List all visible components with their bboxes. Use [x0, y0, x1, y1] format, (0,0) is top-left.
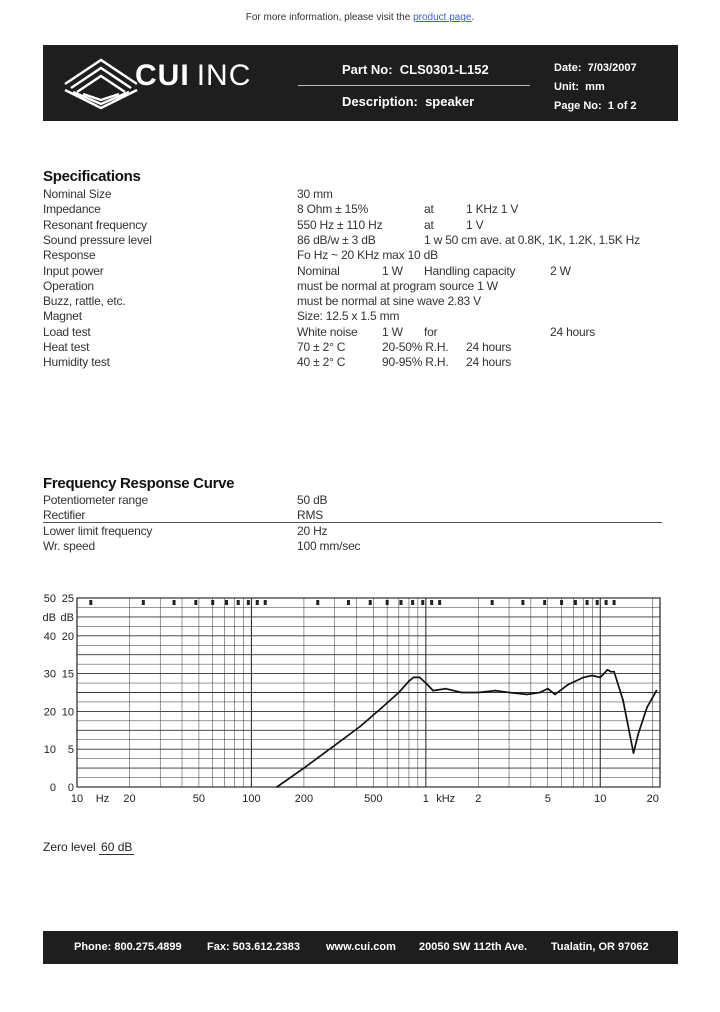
chart-marker: [521, 600, 524, 605]
spec-name: Operation: [43, 278, 94, 293]
chart-marker: [605, 600, 608, 605]
info-note-prefix: For more information, please visit the: [245, 12, 414, 23]
x-tick-label: 10: [594, 793, 607, 805]
response-curve-point: [445, 688, 447, 690]
chart-marker: [586, 600, 589, 605]
spec-value: at: [424, 202, 434, 217]
spec-value: 24 hours: [550, 324, 596, 339]
chart-marker: [574, 600, 577, 605]
frequency-response-chart: [40, 588, 680, 810]
response-curve-point: [646, 707, 648, 709]
chart-marker: [211, 600, 214, 605]
zero-level-value: 60 dB: [101, 840, 133, 854]
y-tick-label: 0: [49, 782, 56, 794]
response-curve-point: [432, 690, 434, 692]
logo-light-text: INC: [196, 59, 252, 92]
response-curve-point: [303, 767, 305, 769]
parameter-value: 20 Hz: [297, 523, 328, 538]
part-number: [342, 62, 489, 77]
spec-name: Resonant frequency: [43, 217, 147, 232]
response-curve-point: [613, 671, 615, 673]
x-tick-label: 50: [192, 793, 206, 805]
response-curve-point: [554, 694, 556, 696]
spec-value: White noise: [297, 324, 358, 339]
spec-value: 1 V: [466, 217, 484, 232]
header-divider: [298, 85, 530, 86]
footer-city: Tualatin, OR 97062: [551, 941, 649, 953]
spec-value: 1 w 50 cm ave. at 0.8K, 1K, 1.2K, 1.5K Hz: [424, 232, 640, 247]
spec-name: Nominal Size: [43, 187, 112, 201]
chart-marker: [142, 600, 145, 605]
date-line: [554, 59, 637, 78]
response-curve-point: [334, 745, 336, 747]
response-curve-point: [461, 692, 463, 694]
spec-value: Nominal: [297, 263, 340, 278]
chart-marker: [173, 600, 176, 605]
chart-marker: [596, 600, 599, 605]
chart-marker: [411, 600, 414, 605]
spec-value: 30 mm: [297, 187, 333, 201]
spec-name: Input power: [43, 263, 104, 278]
response-curve-point: [633, 752, 635, 754]
spec-value: 86 dB/w ± 3 dB: [297, 232, 376, 247]
response-curve-point: [413, 677, 415, 679]
x-tick-label: 20: [646, 793, 659, 805]
response-curve-point: [607, 669, 609, 671]
description: [342, 94, 474, 109]
response-curve-point: [276, 786, 278, 788]
spec-name: Load test: [43, 324, 91, 339]
date-label: Date:: [554, 62, 582, 74]
spec-value: 70 ± 2° C: [297, 340, 346, 354]
unit-label: Unit:: [554, 81, 580, 93]
response-curve-point: [610, 671, 612, 673]
document-header: [43, 45, 678, 121]
chart-marker: [421, 600, 424, 605]
spec-value: 24 hours: [466, 340, 512, 354]
part-number-label: Part No:: [342, 62, 393, 77]
company-logo-text: [135, 59, 251, 93]
spec-value: Handling capacity: [424, 263, 516, 278]
response-curve-point: [359, 726, 361, 728]
response-curve-point: [656, 690, 658, 692]
spec-name: Heat test: [43, 340, 90, 354]
response-curve-point: [539, 692, 541, 694]
spec-value: must be normal at sine wave 2.83 V: [297, 294, 481, 309]
chart-marker: [491, 600, 494, 605]
x-tick-label: 10: [70, 793, 84, 805]
x-tick-label: kHz: [436, 793, 456, 805]
chart-marker: [194, 600, 197, 605]
y-tick-label: 30: [43, 668, 56, 681]
description-value: speaker: [425, 94, 475, 109]
chart-marker: [613, 600, 616, 605]
response-curve-point: [622, 699, 624, 701]
spec-value: 40 ± 2° C: [297, 355, 346, 370]
date-value: 7/03/2007: [587, 62, 637, 74]
spec-name: Sound pressure level: [43, 232, 152, 247]
spec-value: Size: 12.5 x 1.5 mm: [297, 309, 400, 324]
response-curve-point: [567, 684, 569, 686]
page-label: Page No:: [554, 100, 602, 112]
chart-marker: [430, 600, 433, 605]
x-tick-label: Hz: [95, 793, 110, 805]
response-curve-point: [583, 677, 585, 679]
spec-value: 550 Hz ± 110 Hz: [297, 217, 383, 232]
y-tick-label: 50: [43, 593, 56, 605]
product-page-link[interactable]: product page: [413, 12, 472, 23]
response-curve-point: [591, 675, 593, 677]
part-number-value: CLS0301-L152: [399, 62, 489, 77]
chart-marker: [316, 600, 319, 605]
y-tick-label: 20: [43, 706, 56, 719]
logo-bold-text: CUI: [135, 59, 190, 92]
chart-marker: [438, 600, 441, 605]
spec-value: 20-50% R.H.: [382, 340, 449, 354]
footer-phone: Phone: 800.275.4899: [74, 941, 182, 953]
spec-value: 8 Ohm ± 15%: [297, 202, 369, 217]
spec-value: 1 KHz 1 V: [466, 202, 519, 217]
spec-name: Magnet: [43, 309, 82, 324]
footer-address: 20050 SW 112th Ave.: [419, 941, 528, 953]
x-tick-label: 1: [422, 793, 429, 805]
x-tick-label: 20: [123, 793, 136, 805]
y-unit-label: dB: [42, 611, 56, 624]
x-tick-label: 5: [544, 793, 551, 805]
y-unit-label-inner: dB: [60, 611, 74, 624]
y-tick-label-inner: 10: [61, 706, 74, 719]
y-tick-label-inner: 0: [67, 782, 74, 794]
parameter-value: 50 dB: [297, 493, 328, 507]
chart-marker: [225, 600, 228, 605]
x-tick-label: 100: [242, 793, 261, 805]
header-meta: [554, 59, 637, 116]
info-note: [0, 12, 720, 23]
zero-level: [43, 840, 134, 854]
page-value: 1 of 2: [607, 100, 637, 112]
y-tick-label: 40: [43, 630, 56, 643]
footer-website: www.cui.com: [326, 941, 396, 953]
spec-value: Fo Hz ~ 20 KHz max 10 dB: [297, 248, 438, 263]
parameter-name: Rectifier: [43, 508, 86, 523]
response-curve-point: [419, 677, 421, 679]
chart-marker: [560, 600, 563, 605]
response-curve-point: [408, 680, 410, 682]
x-tick-label: 500: [364, 793, 383, 805]
y-tick-label-inner: 5: [67, 744, 74, 757]
page-line: [554, 97, 637, 116]
response-curve-point: [494, 690, 496, 692]
chart-marker: [386, 600, 389, 605]
parameter-value: 100 mm/sec: [297, 538, 361, 553]
response-curve-point: [547, 688, 549, 690]
spec-name: Impedance: [43, 202, 101, 217]
chart-marker: [543, 600, 546, 605]
spec-value: 2 W: [550, 263, 571, 278]
parameter-value: RMS: [297, 508, 324, 523]
spec-name: Response: [43, 248, 96, 263]
x-tick-label: 2: [475, 793, 482, 805]
parameter-name: Potentiometer range: [43, 493, 148, 507]
response-curve-line: [277, 670, 657, 787]
unit-value: mm: [585, 81, 605, 93]
chart-marker: [247, 600, 250, 605]
spec-value: 1 W: [382, 263, 403, 278]
spec-value: 1 W: [382, 324, 403, 339]
spec-name: Buzz, rattle, etc.: [43, 294, 126, 309]
chart-marker: [369, 600, 372, 605]
spec-value: 90-95% R.H.: [382, 355, 449, 370]
response-curve-point: [508, 692, 510, 694]
spec-value: must be normal at program source 1 W: [297, 278, 498, 293]
response-curve-point: [381, 707, 383, 709]
unit-line: [554, 78, 637, 97]
y-tick-label-inner: 20: [61, 630, 74, 643]
chart-marker: [399, 600, 402, 605]
parameter-name: Wr. speed: [43, 538, 96, 553]
spec-name: Humidity test: [43, 355, 110, 370]
zero-level-label: Zero level: [43, 840, 96, 854]
response-curve-point: [478, 692, 480, 694]
chart-marker: [237, 600, 240, 605]
y-tick-label: 10: [43, 744, 56, 757]
response-curve-point: [398, 692, 400, 694]
specifications-title: Specifications: [43, 168, 141, 185]
spec-value: at: [424, 217, 434, 232]
response-curve-point: [599, 677, 601, 679]
y-tick-label-inner: 15: [61, 668, 74, 681]
chart-marker: [89, 600, 92, 605]
chart-marker: [256, 600, 259, 605]
footer-fax: Fax: 503.612.2383: [207, 941, 300, 953]
spec-value: for: [424, 324, 438, 339]
description-label: Description:: [342, 94, 418, 109]
frequency-response-title: Frequency Response Curve: [43, 475, 235, 492]
info-note-suffix: .: [471, 12, 475, 23]
response-curve-point: [637, 733, 639, 735]
document-footer: [43, 931, 678, 964]
spec-value: 24 hours: [466, 355, 512, 370]
header-part-block: [342, 45, 532, 121]
x-tick-label: 200: [294, 793, 314, 805]
chart-marker: [264, 600, 267, 605]
parameter-name: Lower limit frequency: [43, 523, 153, 538]
response-curve-point: [425, 682, 427, 684]
response-curve-point: [526, 694, 528, 696]
y-tick-label-inner: 25: [61, 593, 74, 605]
chart-marker: [347, 600, 350, 605]
